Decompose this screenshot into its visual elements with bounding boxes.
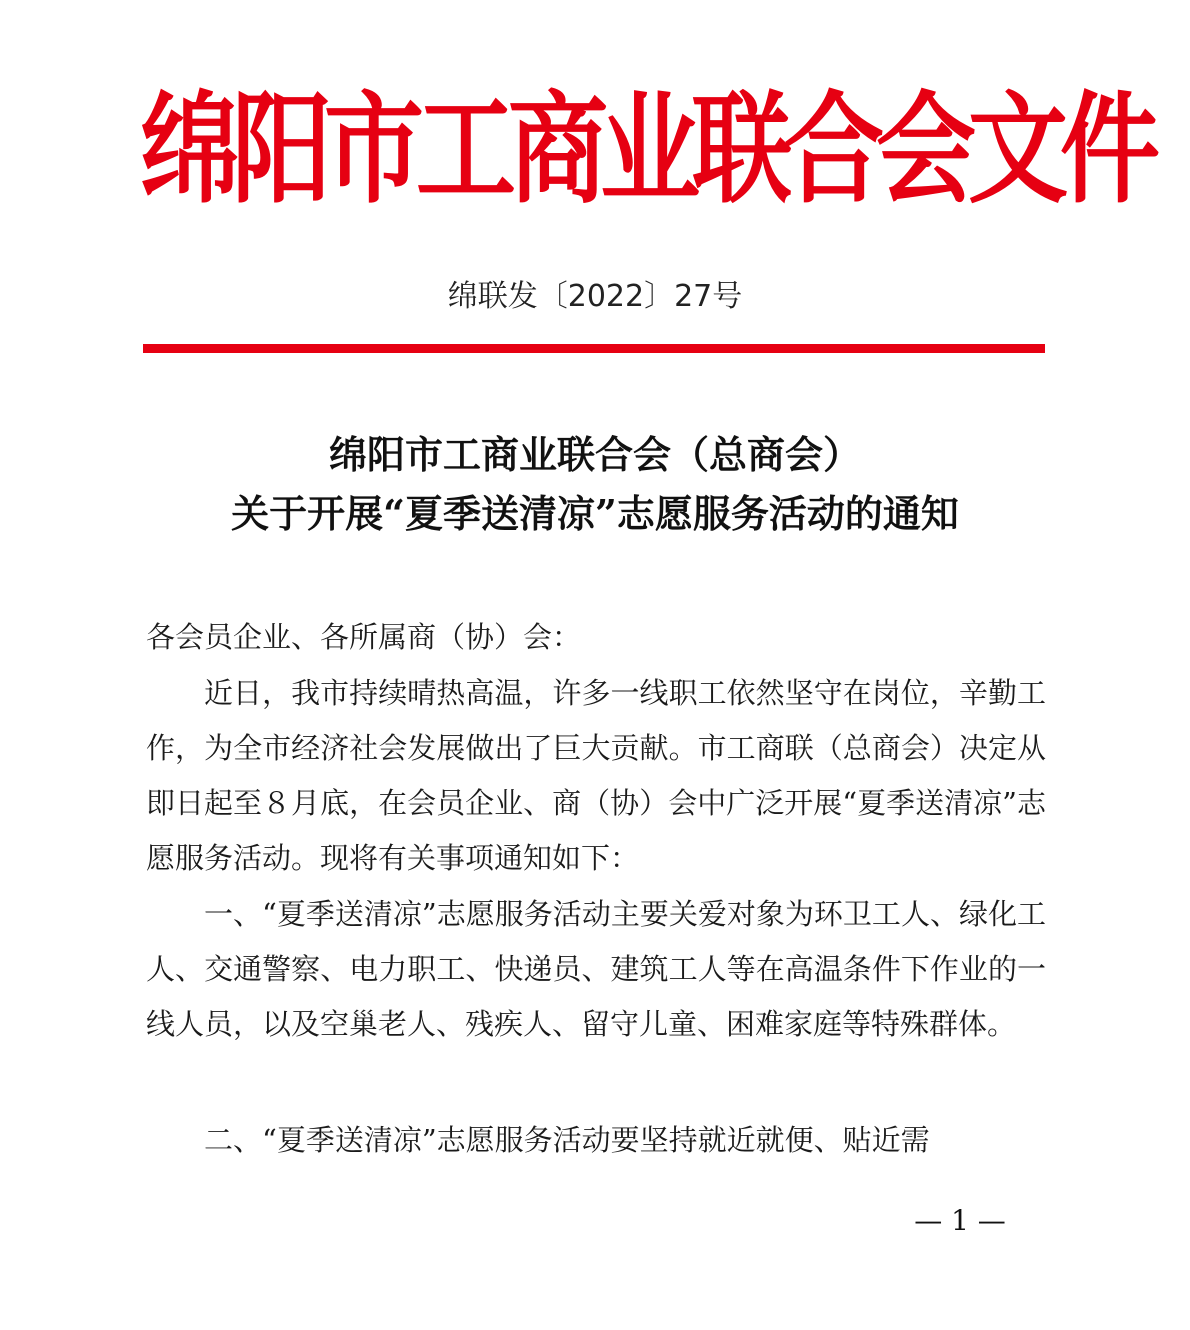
page-number: — 1 — <box>914 1204 1006 1237</box>
notice-title-line2: 关于开展“夏季送清凉”志愿服务活动的通知 <box>231 491 959 536</box>
notice-title-line1: 绵阳市工商业联合会（总商会） <box>328 432 861 477</box>
masthead-title: 绵阳市工商业联合会文件 <box>140 79 1152 220</box>
salutation: 各会员企业、各所属商（协）会： <box>146 620 582 654</box>
paragraph-intro: 近日，我市持续晴热高温，许多一线职工依然坚守在岗位，辛勤工作，为全市经济社会发展做出了巨大贡献。市工商联（总商会）决定从即日起至８月底，在会员企业、商（协）会中广泛开展“夏季送清凉”志愿服务活动。现将有关事项通知如下： <box>146 676 1046 875</box>
red-divider-line <box>143 344 1045 353</box>
paragraph-item-two: 二、“夏季送清凉”志愿服务活动要坚持就近就便、贴近需 <box>204 1123 930 1157</box>
document-number: 绵联发〔2022〕27号 <box>447 279 743 314</box>
paragraph-item-one: 一、“夏季送清凉”志愿服务活动主要关爱对象为环卫工人、绿化工人、交通警察、电力职工、快递员、建筑工人等在高温条件下作业的一线人员，以及空巢老人、残疾人、留守儿童、困难家庭等特殊群体。 <box>146 897 1046 1041</box>
